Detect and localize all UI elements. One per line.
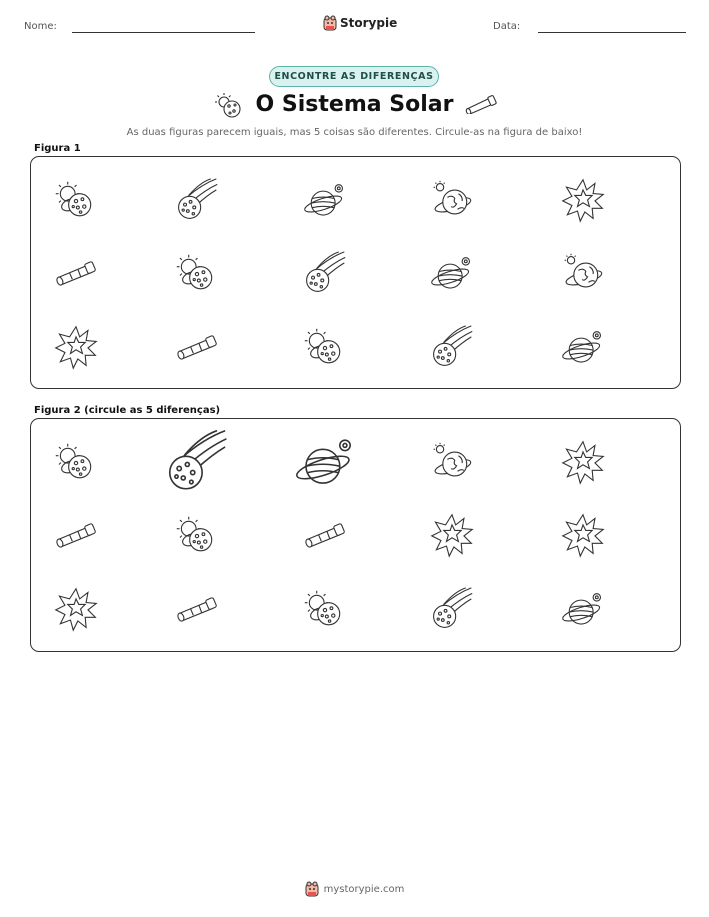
fig2-sun-planet-icon[interactable] bbox=[297, 581, 353, 637]
storypie-logo-icon bbox=[305, 881, 319, 897]
fig2-star-icon[interactable] bbox=[555, 507, 611, 563]
figure1-panel[interactable] bbox=[30, 156, 681, 389]
figure2-label: Figura 2 (circule as 5 diferenças) bbox=[34, 405, 221, 416]
name-label: Nome: bbox=[24, 21, 57, 32]
date-label: Data: bbox=[493, 21, 521, 32]
fig1-sun-planet-icon[interactable] bbox=[297, 319, 353, 375]
storypie-logo-icon bbox=[323, 15, 337, 31]
fig2-sun-planet-icon[interactable] bbox=[48, 434, 104, 490]
activity-badge: ENCONTRE AS DIFERENÇAS bbox=[269, 66, 439, 87]
telescope-icon bbox=[464, 94, 498, 114]
brand-name: Storypie bbox=[340, 16, 398, 30]
fig2-comet-icon[interactable] bbox=[169, 434, 225, 490]
page-title: O Sistema Solar bbox=[255, 92, 454, 117]
fig1-star-icon[interactable] bbox=[48, 319, 104, 375]
fig1-telescope-icon[interactable] bbox=[48, 245, 104, 301]
storypie-brand bbox=[323, 15, 397, 31]
fig1-sun-planet-icon[interactable] bbox=[48, 172, 104, 228]
fig2-star-icon[interactable] bbox=[555, 434, 611, 490]
fig1-ringed-planet-icon[interactable] bbox=[555, 319, 611, 375]
fig1-sun-planet-icon[interactable] bbox=[169, 245, 225, 301]
date-line[interactable] bbox=[538, 32, 686, 33]
fig2-ringed-planet-icon[interactable] bbox=[297, 434, 353, 490]
fig2-comet-icon[interactable] bbox=[424, 581, 480, 637]
fig1-comet-icon[interactable] bbox=[169, 172, 225, 228]
fig1-earth-sun-icon[interactable] bbox=[555, 245, 611, 301]
name-line[interactable] bbox=[72, 32, 255, 33]
instructions: As duas figuras parecem iguais, mas 5 coisas são diferentes. Circule-as na figura de baixo! bbox=[126, 127, 583, 138]
fig1-ringed-planet-icon[interactable] bbox=[424, 245, 480, 301]
fig2-star-icon[interactable] bbox=[424, 507, 480, 563]
title-decoration-right-icon bbox=[464, 94, 498, 118]
fig2-ringed-planet-icon[interactable] bbox=[555, 581, 611, 637]
fig1-telescope-icon[interactable] bbox=[169, 319, 225, 375]
figure2-panel[interactable] bbox=[30, 418, 681, 652]
fig1-comet-icon[interactable] bbox=[297, 245, 353, 301]
footer bbox=[0, 881, 709, 897]
figure1-label: Figura 1 bbox=[34, 143, 81, 154]
fig1-comet-icon[interactable] bbox=[424, 319, 480, 375]
fig2-star-icon[interactable] bbox=[48, 581, 104, 637]
fig1-ringed-planet-icon[interactable] bbox=[297, 172, 353, 228]
fig2-earth-sun-icon[interactable] bbox=[424, 434, 480, 490]
fig1-star-icon[interactable] bbox=[555, 172, 611, 228]
fig2-telescope-icon[interactable] bbox=[48, 507, 104, 563]
fig2-telescope-icon[interactable] bbox=[297, 507, 353, 563]
fig2-telescope-icon[interactable] bbox=[169, 581, 225, 637]
fig1-earth-sun-icon[interactable] bbox=[424, 172, 480, 228]
fig2-sun-planet-icon[interactable] bbox=[169, 507, 225, 563]
footer-url: mystorypie.com bbox=[323, 883, 405, 895]
